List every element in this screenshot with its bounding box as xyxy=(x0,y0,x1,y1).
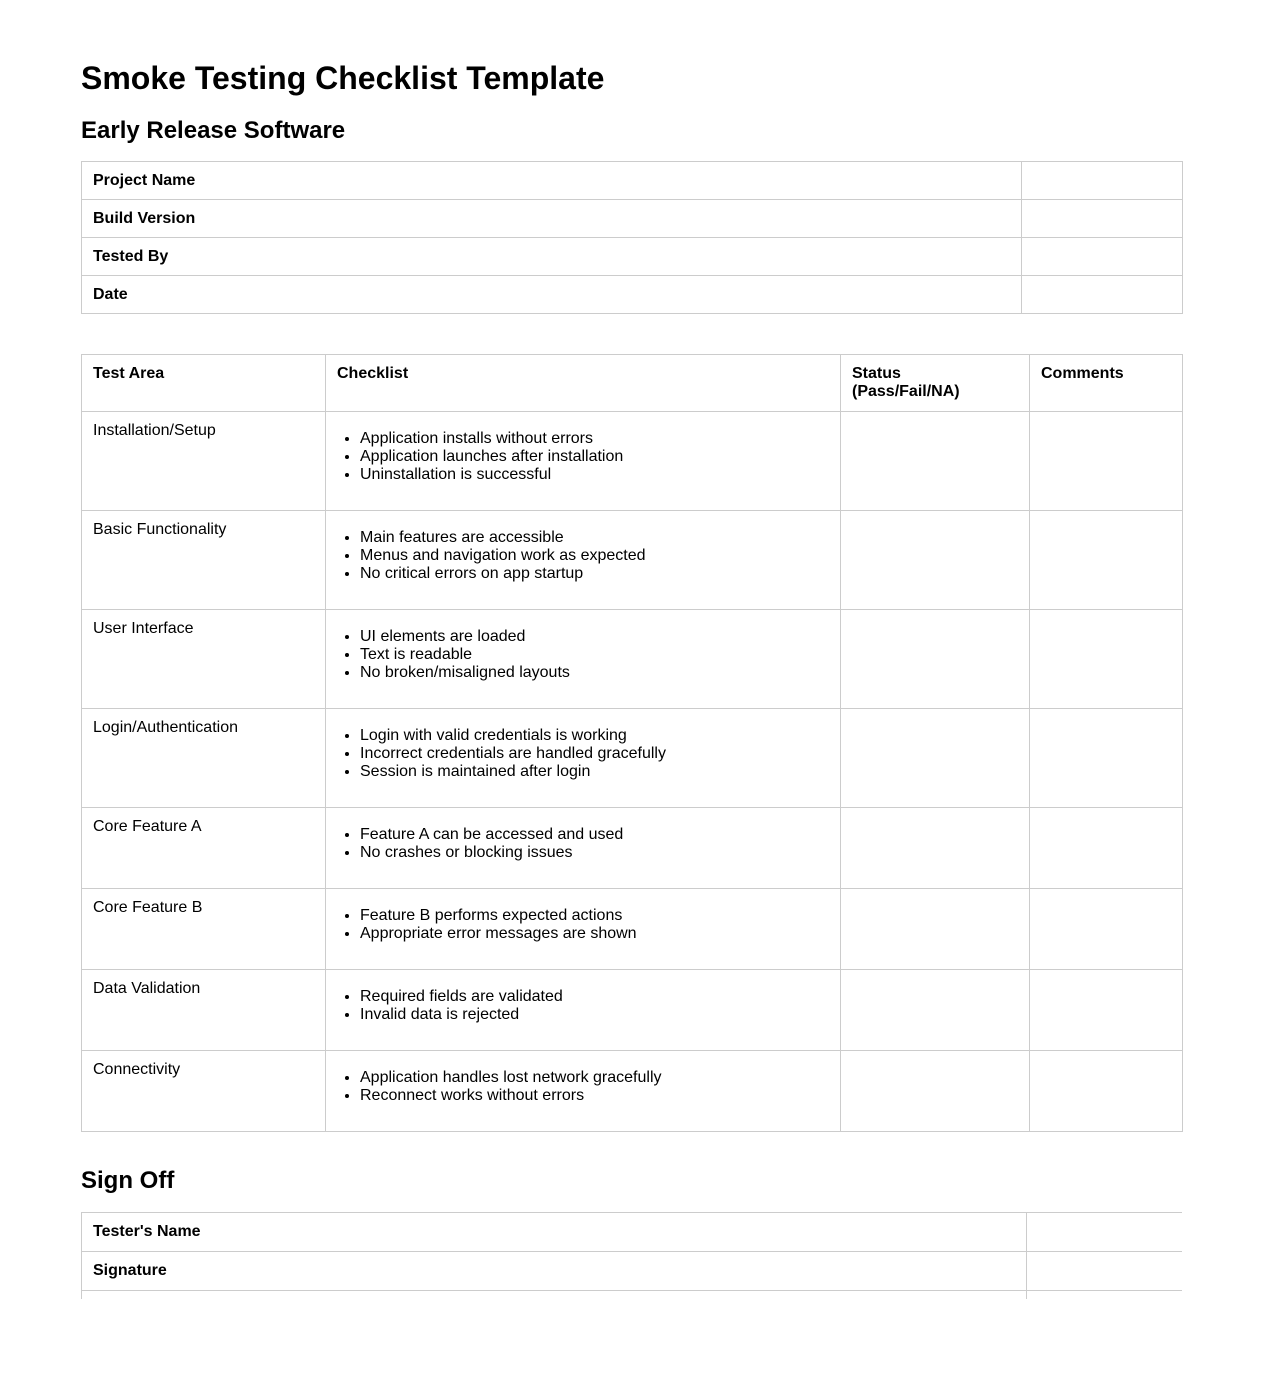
checklist-cell xyxy=(326,412,841,511)
checklist-items xyxy=(337,628,829,682)
checklist-item: • No broken/misaligned layouts xyxy=(360,664,829,682)
page-title: Smoke Testing Checklist Template xyxy=(81,60,605,96)
build-version-field[interactable] xyxy=(1022,200,1183,238)
table-row xyxy=(82,1051,1183,1132)
checklist-cell xyxy=(326,511,841,610)
signoff-row-label xyxy=(82,1291,1027,1300)
checklist-item: • Session is maintained after login xyxy=(360,763,829,781)
comments-cell[interactable] xyxy=(1030,889,1183,970)
checklist-item: • Application handles lost network gracefully xyxy=(360,1069,829,1087)
checklist-items xyxy=(337,988,829,1024)
column-header-checklist: Checklist xyxy=(326,355,841,412)
checklist-items xyxy=(337,430,829,484)
comments-cell[interactable] xyxy=(1030,808,1183,889)
checklist-item: • Main features are accessible xyxy=(360,529,829,547)
column-header-status xyxy=(841,355,1030,412)
signature-label: Signature xyxy=(82,1252,1027,1291)
checklist-items xyxy=(337,529,829,583)
checklist-item: • Menus and navigation work as expected xyxy=(360,547,829,565)
checklist-item: • Text is readable xyxy=(360,646,829,664)
test-area-cell: Core Feature A xyxy=(82,808,326,889)
checklist-table xyxy=(81,354,1183,1132)
checklist-cell xyxy=(326,808,841,889)
checklist-item: • Application launches after installation xyxy=(360,448,829,466)
table-header-row xyxy=(82,355,1183,412)
status-header-line2: (Pass/Fail/NA) xyxy=(852,383,960,400)
comments-cell[interactable] xyxy=(1030,511,1183,610)
checklist-cell xyxy=(326,1051,841,1132)
checklist-item: • Feature A can be accessed and used xyxy=(360,826,829,844)
table-row xyxy=(82,238,1183,276)
table-row xyxy=(82,1213,1183,1252)
checklist-items xyxy=(337,907,829,943)
checklist-cell xyxy=(326,970,841,1051)
column-header-test-area: Test Area xyxy=(82,355,326,412)
status-cell[interactable] xyxy=(841,412,1030,511)
table-row xyxy=(82,200,1183,238)
checklist-item: • Invalid data is rejected xyxy=(360,1006,829,1024)
table-row xyxy=(82,610,1183,709)
build-version-label: Build Version xyxy=(82,200,1022,238)
table-row xyxy=(82,889,1183,970)
signoff-row-field[interactable] xyxy=(1027,1291,1183,1300)
checklist-item: • No crashes or blocking issues xyxy=(360,844,829,862)
project-name-label: Project Name xyxy=(82,162,1022,200)
status-cell[interactable] xyxy=(841,709,1030,808)
signature-field[interactable] xyxy=(1027,1252,1183,1291)
table-row xyxy=(82,412,1183,511)
comments-cell[interactable] xyxy=(1030,412,1183,511)
comments-cell[interactable] xyxy=(1030,610,1183,709)
date-label: Date xyxy=(82,276,1022,314)
test-area-cell: Basic Functionality xyxy=(82,511,326,610)
checklist-item: • Appropriate error messages are shown xyxy=(360,925,829,943)
checklist-items xyxy=(337,727,829,781)
status-cell[interactable] xyxy=(841,610,1030,709)
checklist-item: • Reconnect works without errors xyxy=(360,1087,829,1105)
table-row xyxy=(82,808,1183,889)
checklist-cell xyxy=(326,610,841,709)
column-header-comments: Comments xyxy=(1030,355,1183,412)
status-cell[interactable] xyxy=(841,808,1030,889)
comments-cell[interactable] xyxy=(1030,709,1183,808)
page-subtitle: Early Release Software xyxy=(81,117,346,144)
project-name-field[interactable] xyxy=(1022,162,1183,200)
test-area-cell: Core Feature B xyxy=(82,889,326,970)
checklist-items xyxy=(337,826,829,862)
testers-name-label: Tester's Name xyxy=(82,1213,1027,1252)
status-header-line1: Status xyxy=(852,365,901,382)
status-cell[interactable] xyxy=(841,970,1030,1051)
signoff-table-container xyxy=(81,1212,1182,1299)
checklist-item: • Feature B performs expected actions xyxy=(360,907,829,925)
testers-name-field[interactable] xyxy=(1027,1213,1183,1252)
test-area-cell: Data Validation xyxy=(82,970,326,1051)
table-row xyxy=(82,970,1183,1051)
date-field[interactable] xyxy=(1022,276,1183,314)
comments-cell[interactable] xyxy=(1030,1051,1183,1132)
checklist-item: • Required fields are validated xyxy=(360,988,829,1006)
table-row xyxy=(82,709,1183,808)
checklist-item: • Application installs without errors xyxy=(360,430,829,448)
checklist-item: • Login with valid credentials is working xyxy=(360,727,829,745)
checklist-cell xyxy=(326,889,841,970)
test-area-cell: Connectivity xyxy=(82,1051,326,1132)
project-info-table xyxy=(81,161,1183,314)
status-cell[interactable] xyxy=(841,889,1030,970)
signoff-heading: Sign Off xyxy=(81,1167,175,1194)
checklist-item: • Uninstallation is successful xyxy=(360,466,829,484)
checklist-item: • No critical errors on app startup xyxy=(360,565,829,583)
test-area-cell: Installation/Setup xyxy=(82,412,326,511)
test-area-cell: Login/Authentication xyxy=(82,709,326,808)
tested-by-label: Tested By xyxy=(82,238,1022,276)
checklist-cell xyxy=(326,709,841,808)
tested-by-field[interactable] xyxy=(1022,238,1183,276)
table-row xyxy=(82,511,1183,610)
test-area-cell: User Interface xyxy=(82,610,326,709)
table-row xyxy=(82,1291,1183,1300)
signoff-table xyxy=(81,1212,1182,1299)
table-row xyxy=(82,276,1183,314)
checklist-items xyxy=(337,1069,829,1105)
status-cell[interactable] xyxy=(841,511,1030,610)
status-cell[interactable] xyxy=(841,1051,1030,1132)
table-row xyxy=(82,162,1183,200)
checklist-item: • UI elements are loaded xyxy=(360,628,829,646)
table-row xyxy=(82,1252,1183,1291)
comments-cell[interactable] xyxy=(1030,970,1183,1051)
checklist-item: • Incorrect credentials are handled gracefully xyxy=(360,745,829,763)
